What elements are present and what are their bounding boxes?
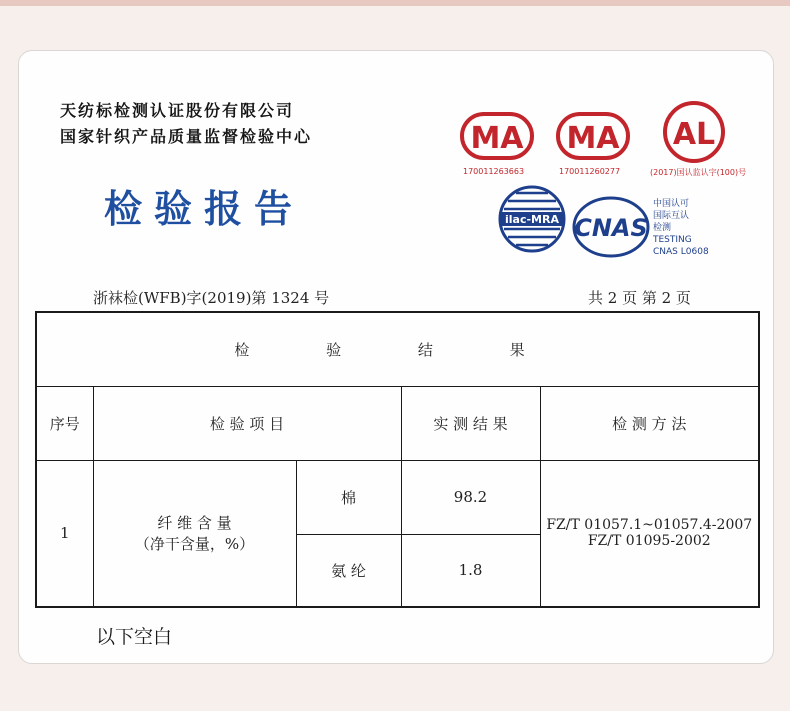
cnas-caption-line: 检测 [653, 223, 672, 233]
cma-code-2: 170011260277 [559, 167, 621, 176]
ilac-mra-icon [498, 183, 566, 255]
cnas-logo [572, 196, 650, 262]
cma-mark-icon [556, 112, 630, 162]
cnas-caption-line: TESTING [653, 235, 692, 245]
method-line1: FZ/T 01057.1~01057.4-2007 [546, 517, 753, 534]
row-no: 1 [36, 460, 93, 607]
cnas-caption-line: 中国认可 [653, 199, 690, 209]
cnas-icon [572, 196, 650, 258]
blank-below-note: 以下空白 [96, 626, 173, 648]
ilac-mark-text: ilac-MRA [505, 213, 559, 226]
report-title: 检验报告 [104, 187, 305, 231]
org-name-line2: 国家针织产品质量监督检验中心 [60, 127, 313, 146]
row-item [93, 460, 296, 607]
top-border [0, 0, 790, 6]
results-table [35, 311, 760, 608]
table-caption: 检 验 结 果 [36, 312, 759, 386]
row-item-line2: （净干含量，%） [134, 535, 255, 554]
cal-mark-text: AL [672, 117, 716, 152]
header-item: 检 验 项 目 [93, 386, 401, 460]
cma-logo-1 [460, 112, 534, 166]
header-result: 实 测 结 果 [401, 386, 540, 460]
method-line2: FZ/T 01095-2002 [587, 533, 711, 550]
cma-mark-icon [460, 112, 534, 162]
cal-code: (2017)国认监认字(100)号 [650, 168, 747, 177]
cnas-mark-text: CNAS [574, 214, 648, 242]
sub-item-value: 1.8 [401, 534, 540, 607]
cma-code-1: 170011263663 [463, 167, 525, 176]
page-info: 共 2 页 第 2 页 [588, 289, 691, 307]
cma-mark-text: MA [566, 121, 620, 156]
org-name-line1: 天纺标检测认证股份有限公司 [60, 101, 295, 120]
row-item-line1: 纤 维 含 量 [157, 514, 232, 533]
cal-logo [661, 100, 727, 168]
header-method: 检 测 方 法 [540, 386, 759, 460]
cnas-caption [653, 198, 709, 258]
document-number: 浙袜检(WFB)字(2019)第 1324 号 [93, 289, 330, 307]
cal-mark-icon [661, 100, 727, 164]
header-no: 序号 [36, 386, 93, 460]
cnas-caption-line: CNAS L0608 [653, 247, 709, 257]
cnas-caption-line: 国际互认 [653, 211, 690, 221]
cma-mark-text: MA [470, 121, 524, 156]
cma-logo-2 [556, 112, 630, 166]
ilac-logo [498, 183, 566, 259]
sub-item-value: 98.2 [401, 460, 540, 534]
row-method [540, 460, 759, 607]
sub-item-name: 棉 [296, 460, 401, 534]
sub-item-name: 氨 纶 [296, 534, 401, 607]
